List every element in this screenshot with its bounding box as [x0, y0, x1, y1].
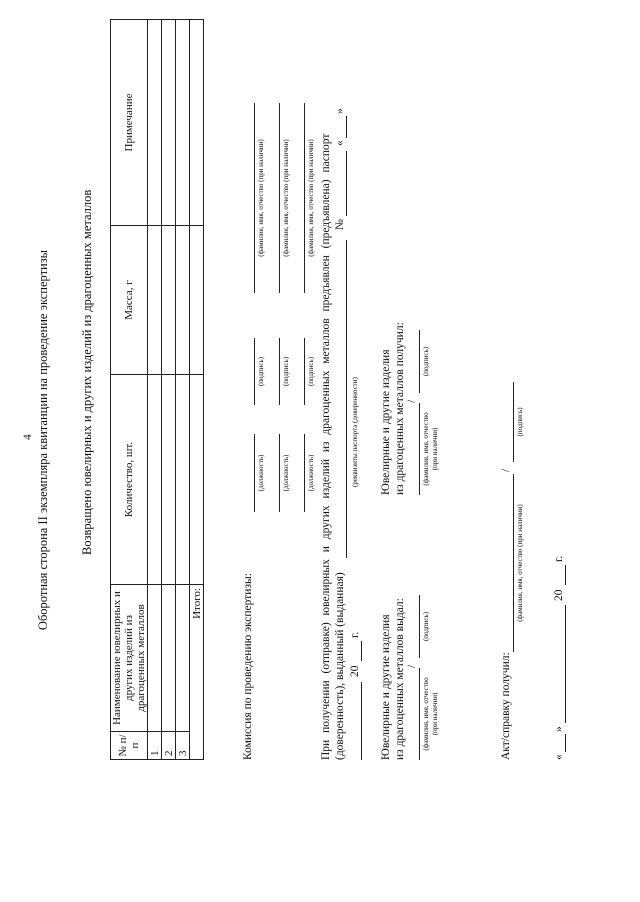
date-quote-close: »	[553, 726, 565, 732]
signature-caption: (подпись)	[257, 356, 265, 387]
year-suffix: г.	[553, 555, 565, 562]
year-line	[565, 565, 566, 585]
position-line	[304, 434, 305, 512]
table-cell	[176, 375, 190, 585]
act-signature-line	[513, 382, 514, 462]
receipt-text-line2: (доверенность), выданный (выданная)	[334, 572, 346, 760]
day-line	[565, 734, 566, 752]
year-prefix: 20	[553, 589, 565, 601]
signature-caption: (подпись)	[307, 356, 315, 387]
act-slash: /	[500, 468, 512, 472]
fio-line	[279, 103, 280, 293]
received-label-line2: из драгоценных металлов получил:	[394, 322, 406, 495]
col-name-header: Наименование ювелирных и других изделий из драгоценных металлов	[111, 585, 148, 732]
position-caption: (должность)	[257, 454, 265, 492]
table-cell	[190, 375, 204, 585]
date-quote-close: »	[334, 108, 346, 114]
day-line	[346, 116, 347, 138]
received-slash: /	[406, 399, 418, 403]
position-line	[279, 434, 280, 512]
act-signature-caption: (подпись)	[516, 407, 524, 437]
issued-fio-caption-2: (при наличии)	[431, 692, 439, 736]
table-row	[176, 20, 190, 760]
table-cell	[148, 20, 162, 226]
items-table	[110, 19, 204, 760]
col-mass-header: Масса, г	[111, 226, 148, 375]
received-signature-caption: (подпись)	[422, 346, 430, 377]
issued-slash: /	[406, 664, 418, 668]
table-cell	[190, 20, 204, 226]
table-cell	[176, 585, 190, 732]
issued-fio-caption: (фамилия, имя, отчество	[422, 677, 430, 751]
issued-signature-line	[419, 595, 420, 658]
table-cell	[162, 226, 176, 375]
col-number-header: № п/п	[111, 732, 148, 760]
issued-signature-caption: (подпись)	[422, 611, 430, 642]
table-cell	[162, 585, 176, 732]
received-signature-line	[419, 330, 420, 393]
number-sign: №	[334, 219, 346, 230]
act-fio-line	[513, 474, 514, 652]
table-cell	[176, 20, 190, 226]
table-row	[162, 20, 176, 760]
header-title: Оборотная сторона II экземпляра квитанции на проведение экспертизы	[36, 249, 50, 631]
received-label-line1: Ювелирные и другие изделия	[380, 349, 392, 495]
fio-line	[304, 103, 305, 293]
passport-line	[346, 240, 347, 558]
row-number: 2	[162, 732, 176, 760]
commission-label: Комиссия по проведению экспертизы:	[242, 573, 254, 760]
page-number: 4	[22, 434, 34, 440]
total-label: Итого:	[190, 585, 204, 760]
table-cell	[162, 20, 176, 226]
receipt-text-line1: При получении (отправке) ювелирных и других изделий из драгоценных металлов предъявлен (предъявлена) паспорт	[320, 133, 332, 760]
table-cell	[162, 375, 176, 585]
year-suffix: г.	[349, 631, 361, 638]
table-cell	[148, 585, 162, 732]
act-fio-caption: (фамилия, имя, отчество (при наличии)	[516, 504, 524, 622]
table-cell	[148, 226, 162, 375]
signature-line	[304, 338, 305, 405]
table-cell	[148, 375, 162, 585]
rotated-content	[20, 0, 620, 880]
received-fio-line	[419, 403, 420, 495]
signature-caption: (подпись)	[282, 356, 290, 387]
section-title: Возвращено ювелирных и других изделий из драгоценных металлов	[80, 189, 94, 555]
table-cell	[190, 226, 204, 375]
year-line	[361, 641, 362, 661]
received-fio-caption-2: (при наличии)	[431, 427, 439, 471]
received-fio-caption: (фамилия, имя, отчество	[422, 412, 430, 486]
number-line	[346, 151, 347, 216]
row-number: 1	[148, 732, 162, 760]
table-total-row	[190, 20, 204, 760]
table-row	[148, 20, 162, 760]
month-line	[565, 605, 566, 723]
passport-caption: (реквизиты паспорта (доверенности)	[351, 377, 359, 487]
fio-caption: (фамилия, имя, отчество (при наличии)	[307, 139, 315, 257]
fio-caption: (фамилия, имя, отчество (при наличии)	[282, 139, 290, 257]
signature-line	[279, 338, 280, 405]
date-quote-open: «	[334, 140, 346, 146]
position-line	[254, 434, 255, 512]
position-caption: (должность)	[307, 454, 315, 492]
issued-label-line1: Ювелирные и другие изделия	[380, 614, 392, 760]
date-quote-open: «	[553, 754, 565, 760]
act-label: Акт/справку получил:	[500, 652, 512, 760]
table-cell	[176, 226, 190, 375]
issued-label-line2: из драгоценных металлов выдал:	[394, 598, 406, 760]
position-caption: (должность)	[282, 454, 290, 492]
table-header-row	[111, 20, 148, 760]
month-line	[361, 682, 362, 760]
signature-line	[254, 338, 255, 405]
year-prefix: 20	[349, 665, 361, 677]
fio-caption: (фамилия, имя, отчество (при наличии)	[257, 139, 265, 257]
col-note-header: Примечание	[111, 20, 148, 226]
col-qty-header: Количество, шт.	[111, 375, 148, 585]
fio-line	[254, 103, 255, 293]
row-number: 3	[176, 732, 190, 760]
issued-fio-line	[419, 668, 420, 760]
